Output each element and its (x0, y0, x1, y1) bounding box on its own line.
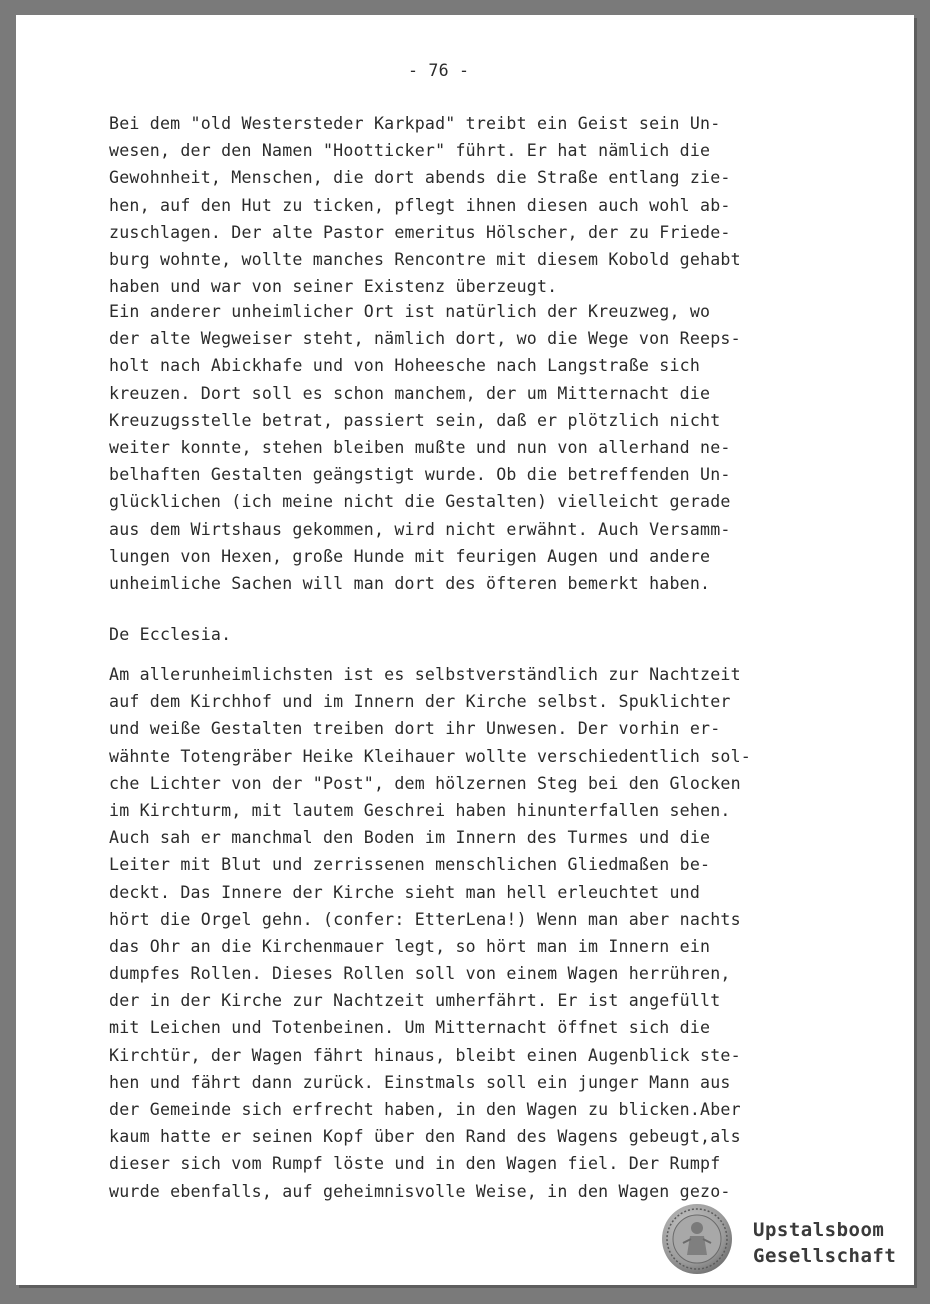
text-line: glücklichen (ich meine nicht die Gestalten) vielleicht gerade (109, 492, 731, 512)
text-line: der in der Kirche zur Nachtzeit umherfährt. Er ist angefüllt (109, 991, 721, 1011)
text-line: kreuzen. Dort soll es schon manchem, der um Mitternacht die (109, 383, 711, 403)
text-line: wesen, der den Namen "Hootticker" führt. Er hat nämlich die (109, 141, 711, 161)
text-line: Leiter mit Blut und zerrissenen menschlichen Gliedmaßen be- (109, 855, 711, 875)
text-line: Bei dem "old Westersteder Karkpad" treibt ein Geist sein Un- (109, 114, 721, 133)
text-line: holt nach Abickhafe und von Hoheesche nach Langstraße sich (109, 356, 701, 376)
text-line: belhaften Gestalten geängstigt wurde. Ob die betreffenden Un- (109, 465, 731, 485)
seal-icon (661, 1203, 733, 1275)
text-line: unheimliche Sachen will man dort des öfteren bemerkt haben. (109, 573, 711, 593)
text-line: zuschlagen. Der alte Pastor emeritus Hölscher, der zu Friede- (109, 222, 731, 242)
text-line: deckt. Das Innere der Kirche sieht man hell erleuchtet und (109, 882, 701, 902)
text-line: hen, auf den Hut zu ticken, pflegt ihnen diesen auch wohl ab- (109, 195, 731, 215)
text-line: Kirchtür, der Wagen fährt hinaus, bleibt einen Augenblick ste- (109, 1045, 741, 1065)
text-line: im Kirchturm, mit lautem Geschrei haben hinunterfallen sehen. (109, 800, 731, 820)
text-line: dumpfes Rollen. Dieses Rollen soll von einem Wagen herrühren, (109, 964, 731, 984)
text-line: Auch sah er manchmal den Boden im Innern des Turmes und die (109, 828, 711, 848)
paragraph-hootticker (109, 110, 741, 300)
paragraph-ecclesia (109, 661, 751, 1205)
text-line: kaum hatte er seinen Kopf über den Rand des Wagens gebeugt,als (109, 1127, 741, 1147)
text-line: mit Leichen und Totenbeinen. Um Mitternacht öffnet sich die (109, 1018, 711, 1038)
publisher-logo-line: Upstalsboom (753, 1219, 885, 1241)
text-line: hört die Orgel gehn. (confer: EtterLena!) Wenn man aber nachts (109, 909, 741, 929)
text-line: Gewohnheit, Menschen, die dort abends die Straße entlang zie- (109, 168, 731, 188)
text-line: Kreuzugsstelle betrat, passiert sein, daß er plötzlich nicht (109, 410, 721, 430)
text-line: das Ohr an die Kirchenmauer legt, so hört man im Innern ein (109, 936, 711, 956)
text-line: burg wohnte, wollte manches Rencontre mit diesem Kobold gehabt (109, 249, 741, 269)
paragraph-kreuzweg (109, 298, 741, 597)
text-line: dieser sich vom Rumpf löste und in den Wagen fiel. Der Rumpf (109, 1154, 721, 1174)
text-line: der alte Wegweiser steht, nämlich dort, wo die Wege von Reeps- (109, 329, 741, 349)
text-line: wähnte Totengräber Heike Kleihauer wollte verschiedentlich sol- (109, 746, 751, 766)
publisher-logo-text (753, 1217, 896, 1269)
text-line: wurde ebenfalls, auf geheimnisvolle Weise, in den Wagen gezo- (109, 1181, 731, 1201)
text-line: Ein anderer unheimlicher Ort ist natürlich der Kreuzweg, wo (109, 302, 711, 321)
section-heading: De Ecclesia. (109, 625, 232, 644)
page-number: - 76 - (408, 61, 470, 80)
document-page (16, 15, 914, 1285)
text-line: lungen von Hexen, große Hunde mit feurigen Augen und andere (109, 546, 711, 566)
text-line: haben und war von seiner Existenz überzeugt. (109, 277, 558, 297)
text-line: hen und fährt dann zurück. Einstmals soll ein junger Mann aus (109, 1072, 731, 1092)
text-line: und weiße Gestalten treiben dort ihr Unwesen. Der vorhin er- (109, 719, 721, 739)
text-line: der Gemeinde sich erfrecht haben, in den Wagen zu blicken.Aber (109, 1100, 741, 1119)
text-line: auf dem Kirchhof und im Innern der Kirche selbst. Spuklichter (109, 692, 731, 712)
text-line: weiter konnte, stehen bleiben mußte und nun von allerhand ne- (109, 437, 731, 457)
publisher-logo-line: Gesellschaft (753, 1245, 897, 1267)
text-line: Am allerunheimlichsten ist es selbstverständlich zur Nachtzeit (109, 665, 741, 684)
text-line: che Lichter von der "Post", dem hölzernen Steg bei den Glocken (109, 773, 741, 793)
text-line: aus dem Wirtshaus gekommen, wird nicht erwähnt. Auch Versamm- (109, 519, 731, 539)
